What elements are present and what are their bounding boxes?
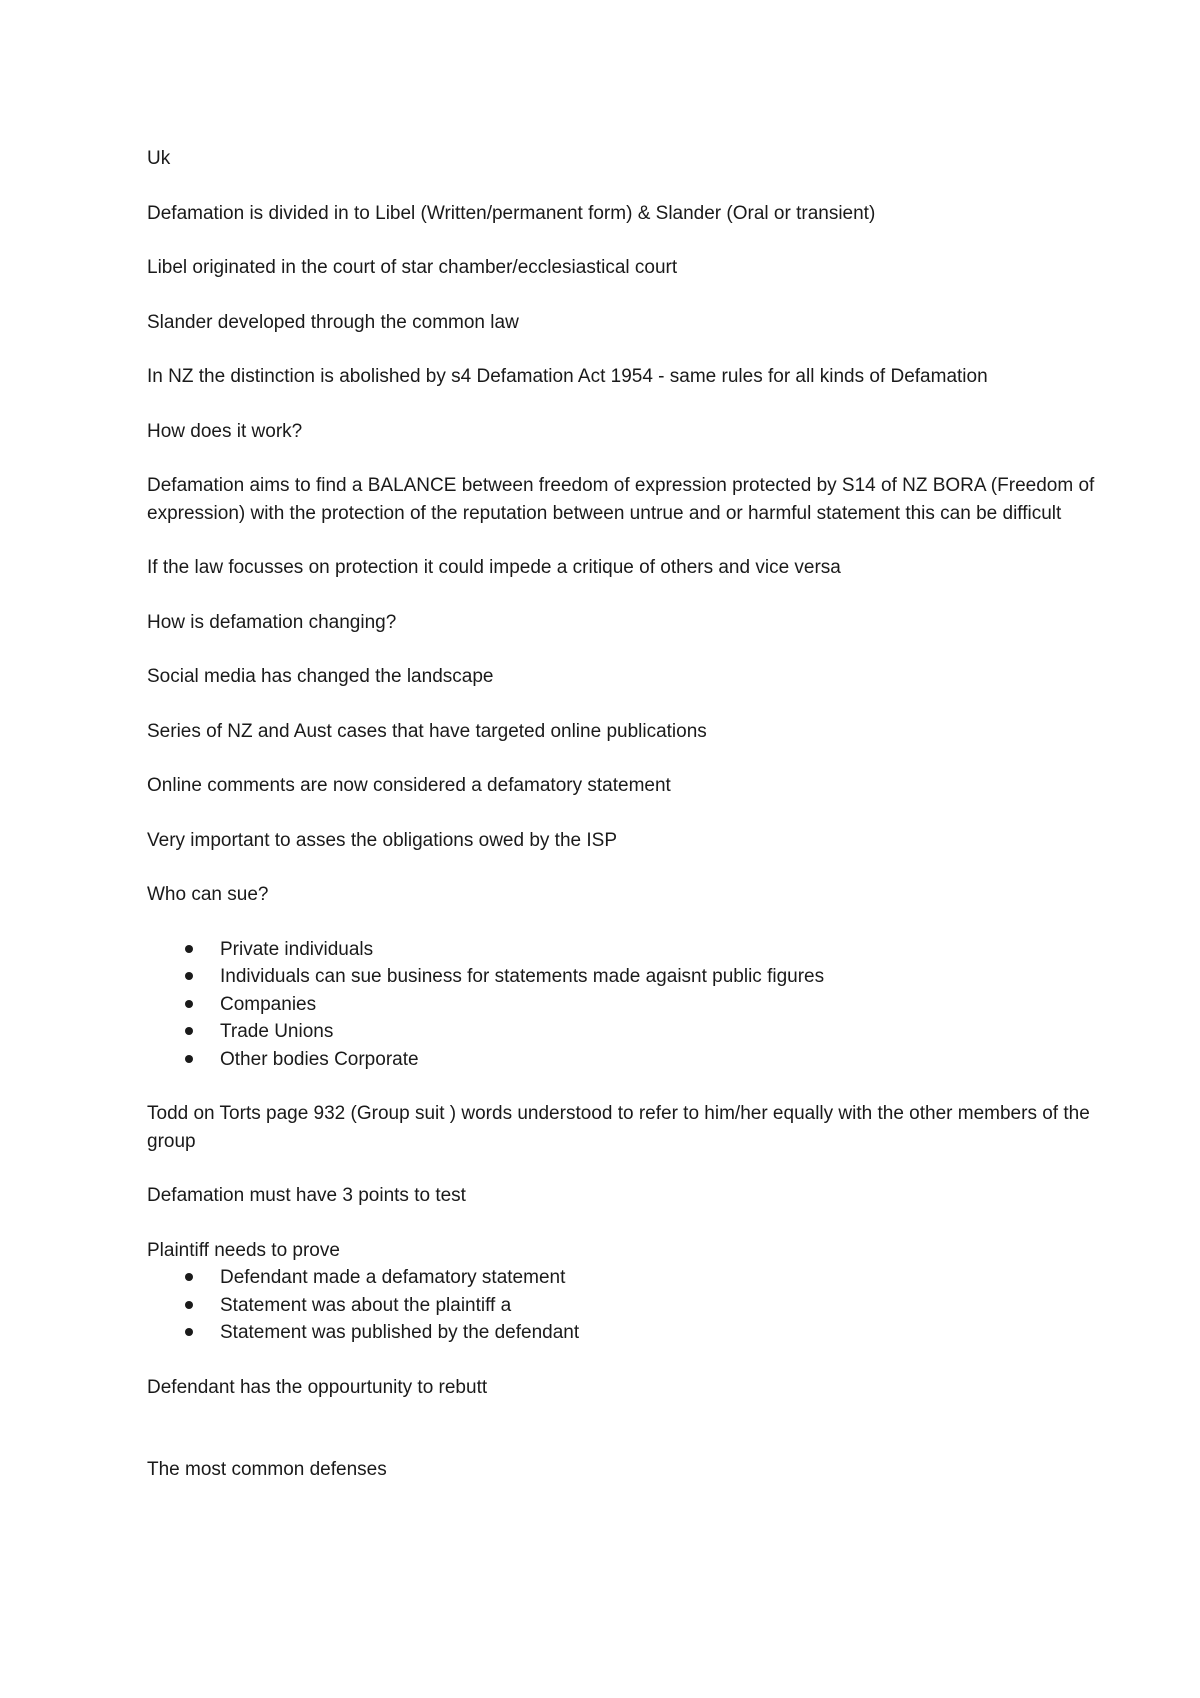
paragraph-nz-distinction: In NZ the distinction is abolished by s4 Defamation Act 1954 - same rules for all kinds of Defamation	[147, 366, 988, 387]
list-item-text: Other bodies Corporate	[220, 1048, 419, 1070]
paragraph-social-media: Social media has changed the landscape	[147, 666, 494, 687]
paragraph-three-points: Defamation must have 3 points to test	[147, 1185, 466, 1206]
list-item-text: Trade Unions	[220, 1021, 334, 1042]
bullet-icon	[185, 1027, 193, 1035]
list-item	[147, 1046, 1107, 1074]
list-item-text: Private individuals	[220, 938, 374, 960]
list-item	[147, 1018, 1107, 1046]
list-item	[147, 1292, 1107, 1320]
document-body	[147, 145, 1107, 1511]
bullet-icon	[185, 1301, 193, 1309]
paragraph-balance: Defamation aims to find a BALANCE between freedom of expression protected by S14 of NZ BORA (Freedom of expression) with the protection of the reputation between untrue and or harmful statement this can be difficult	[147, 475, 1095, 524]
bullet-icon	[185, 1328, 193, 1336]
heading-most-common-defenses: The most common defenses	[147, 1459, 387, 1480]
list-item	[147, 1264, 1107, 1292]
heading-how-is-defamation-changing: How is defamation changing?	[147, 611, 397, 633]
list-item	[147, 963, 1107, 991]
list-item-text: Companies	[220, 993, 317, 1015]
bullet-icon	[185, 1000, 193, 1008]
who-can-sue-list	[147, 936, 1107, 1074]
list-item	[147, 1319, 1107, 1347]
paragraph-law-focus: If the law focusses on protection it could impede a critique of others and vice versa	[147, 557, 841, 578]
plaintiff-proves-list	[147, 1264, 1107, 1347]
heading-plaintiff-needs-to-prove: Plaintiff needs to prove	[147, 1239, 340, 1261]
list-item-text: Statement was about the plaintiff a	[220, 1294, 512, 1316]
paragraph-libel-slander: Defamation is divided in to Libel (Written/permanent form) & Slander (Oral or transient)	[147, 202, 876, 224]
bullet-icon	[185, 945, 193, 953]
paragraph-libel-origin: Libel originated in the court of star chamber/ecclesiastical court	[147, 257, 678, 278]
list-item	[147, 991, 1107, 1019]
list-item-text: Statement was published by the defendant	[220, 1322, 580, 1343]
paragraph-defendant-rebutt: Defendant has the oppourtunity to rebutt	[147, 1376, 488, 1398]
paragraph-uk: Uk	[147, 148, 171, 169]
bullet-icon	[185, 1273, 193, 1281]
list-item	[147, 936, 1107, 964]
heading-who-can-sue: Who can sue?	[147, 884, 269, 905]
paragraph-todd-on-torts: Todd on Torts page 932 (Group suit ) words understood to refer to him/her equally with the other members of the group	[147, 1103, 1090, 1152]
paragraph-slander-origin: Slander developed through the common law	[147, 311, 519, 333]
heading-how-does-it-work: How does it work?	[147, 420, 303, 442]
bullet-icon	[185, 1055, 193, 1063]
paragraph-online-comments: Online comments are now considered a defamatory statement	[147, 775, 671, 796]
paragraph-nz-aust-cases: Series of NZ and Aust cases that have targeted online publications	[147, 720, 707, 742]
list-item-text: Defendant made a defamatory statement	[220, 1267, 566, 1288]
list-item-text: Individuals can sue business for statements made agaisnt public figures	[220, 966, 825, 987]
bullet-icon	[185, 972, 193, 980]
paragraph-isp-obligations: Very important to asses the obligations owed by the ISP	[147, 829, 617, 851]
